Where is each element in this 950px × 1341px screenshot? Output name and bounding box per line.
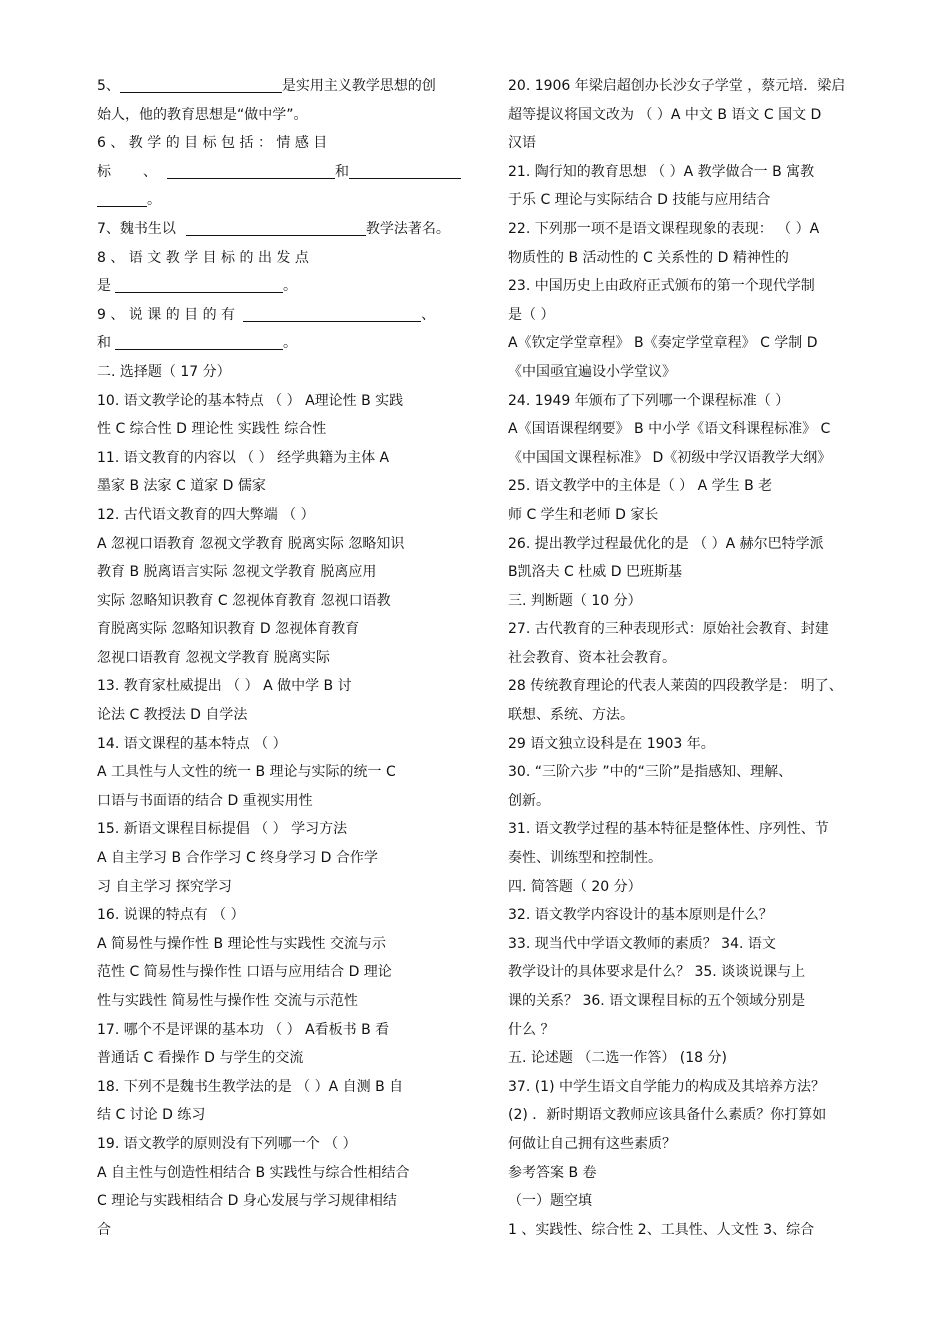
text-line: 什么 ？: [508, 1021, 555, 1038]
text-line: 19. 语文教学的原则没有下列哪一个 （ ）: [97, 1135, 357, 1152]
text-line: 10. 语文教学论的基本特点 （ ） A理论性 B 实践: [97, 392, 404, 409]
text-line: 29 语文独立设科是在 1903 年。: [508, 735, 715, 752]
text-line: 教学设计的具体要求是什么？ 35. 谈谈说课与上: [508, 964, 806, 981]
text-line: 11. 语文教育的内容以 （ ） 经学典籍为主体 A: [97, 449, 390, 466]
text-line: 37. (1) 中学生语文自学能力的构成及其培养方法？: [508, 1078, 825, 1095]
text-line: 汉语: [508, 135, 536, 152]
text-line: 《中国国文课程标准》 D《初级中学汉语教学大纲》: [508, 449, 832, 466]
text-line: 22. 下列那一项不是语文课程现象的表现： （ ）A: [508, 220, 820, 237]
text-line: 于乐 C 理论与实际结合 D 技能与应用结合: [508, 192, 771, 209]
text-line: 6 、 教 学 的 目 标 包 括 ： 情 感 目: [97, 135, 328, 152]
text-line: 超等提议将国文改为 （ ）A 中文 B 语文 C 国文 D: [508, 106, 822, 123]
text-line: 17. 哪个不是评课的基本功 （ ） A看板书 B 看: [97, 1021, 390, 1038]
text-line: 口语与书面语的结合 D 重视实用性: [97, 792, 313, 809]
text-line: 实际 忽略知识教育 C 忽视体育教育 忽视口语教: [97, 592, 391, 609]
left-column: [97, 72, 469, 1244]
text-line: 1 、实践性、综合性 2、工具性、人文性 3、综合: [508, 1221, 815, 1238]
text-line: 5、 是实用主义教学思想的创: [97, 78, 436, 94]
text-line: 15. 新语文课程目标提倡 （ ） 学习方法: [97, 821, 348, 838]
text-line: A 工具性与人文性的统一 B 理论与实际的统一 C: [97, 764, 396, 781]
text-line: 7、魏书生以 教学法著名。: [97, 220, 450, 237]
text-line: 墨家 B 法家 C 道家 D 儒家: [97, 478, 266, 495]
text-line: 24. 1949 年颁布了下列哪一个课程标准（ ）: [508, 392, 790, 409]
text-line: 18. 下列不是魏书生教学法的是 （ ）A 自测 B 自: [97, 1078, 404, 1095]
text-line: 习 自主学习 探究学习: [97, 878, 232, 895]
text-line: 二. 选择题（ 17 分）: [97, 363, 231, 380]
text-line: 社会教育、资本社会教育。: [508, 649, 676, 666]
text-line: 是（ ）: [508, 306, 555, 323]
text-line: 33. 现当代中学语文教师的素质？ 34. 语文: [508, 935, 776, 952]
text-line: 普通话 C 看操作 D 与学生的交流: [97, 1050, 304, 1067]
text-line: 标 、 和: [97, 158, 469, 187]
text-line: 师 C 学生和老师 D 家长: [508, 506, 659, 523]
text-line: 结 C 讨论 D 练习: [97, 1107, 206, 1124]
text-line: 四. 简答题（ 20 分）: [508, 878, 642, 895]
text-line: 性与实践性 简易性与操作性 交流与示范性: [97, 993, 358, 1009]
text-line: 创新。: [508, 792, 550, 809]
text-line: 育脱离实际 忽略知识教育 D 忽视体育教育: [97, 621, 360, 638]
text-line: 三. 判断题（ 10 分）: [508, 592, 642, 609]
text-line: 和 。: [97, 335, 297, 352]
text-line: 教育 B 脱离语言实际 忽视文学教育 脱离应用: [97, 564, 377, 581]
text-line: 23. 中国历史上由政府正式颁布的第一个现代学制: [508, 278, 815, 295]
text-line: 参考答案 B 卷: [508, 1164, 597, 1181]
right-column: [508, 72, 880, 1244]
text-line: A 忽视口语教育 忽视文学教育 脱离实际 忽略知识: [97, 535, 405, 552]
text-line: 8 、 语 文 教 学 目 标 的 出 发 点: [97, 249, 309, 266]
text-line: 物质性的 B 活动性的 C 关系性的 D 精神性的: [508, 249, 789, 266]
text-line: 始人，他的教育思想是“做中学”。: [97, 106, 308, 123]
text-line: 25. 语文教学中的主体是（ ） A 学生 B 老: [508, 478, 773, 495]
text-line: A《国语课程纲要》 B 中小学《语文科课程标准》 C: [508, 421, 831, 438]
text-line: 20. 1906 年梁启超创办长沙女子学堂 ，蔡元培．梁启: [508, 78, 846, 94]
text-line: 奏性、训练型和控制性。: [508, 850, 662, 867]
text-line: 课的关系？ 36. 语文课程目标的五个领域分别是: [508, 993, 806, 1009]
text-line: C 理论与实践相结合 D 身心发展与学习规律相结: [97, 1193, 397, 1210]
text-line: 16. 说课的特点有 （ ）: [97, 907, 245, 924]
text-line: 14. 语文课程的基本特点 （ ）: [97, 735, 287, 752]
text-line: 论法 C 教授法 D 自学法: [97, 707, 248, 724]
text-line: 。: [97, 186, 469, 215]
text-line: 30. “三阶六步 ”中的“三阶”是指感知、理解、: [508, 764, 793, 781]
text-line: 忽视口语教育 忽视文学教育 脱离实际: [97, 649, 330, 666]
text-line: （一）题空填: [508, 1193, 592, 1210]
text-line: A《钦定学堂章程》 B《奏定学堂章程》 C 学制 D: [508, 335, 818, 352]
text-line: 31. 语文教学过程的基本特征是整体性、序列性、节: [508, 821, 829, 838]
text-line: 13. 教育家杜威提出 （ ） A 做中学 B 讨: [97, 678, 352, 695]
text-line: 21. 陶行知的教育思想 （ ）A 教学做合一 B 寓教: [508, 163, 815, 180]
text-line: (2) ．新时期语文教师应该具备什么素质？你打算如: [508, 1107, 827, 1124]
text-line: 范性 C 简易性与操作性 口语与应用结合 D 理论: [97, 964, 392, 981]
text-line: A 自主性与创造性相结合 B 实践性与综合性相结合: [97, 1164, 410, 1181]
text-line: 性 C 综合性 D 理论性 实践性 综合性: [97, 421, 327, 438]
text-line: 何做让自己拥有这些素质？: [508, 1135, 676, 1152]
text-line: 26. 提出教学过程最优化的是 （ ）A 赫尔巴特学派: [508, 535, 824, 552]
text-line: 《中国亟宜遍设小学堂议》: [508, 363, 676, 380]
text-line: B凯洛夫 C 杜威 D 巴班斯基: [508, 564, 682, 581]
text-line: 12. 古代语文教育的四大弊端 （ ）: [97, 506, 315, 523]
text-line: 联想、系统、方法。: [508, 707, 634, 724]
text-line: 是 。: [97, 278, 297, 295]
text-line: 9 、 说 课 的 目 的 有 、: [97, 306, 436, 323]
text-line: 五. 论述题 （二选一作答） (18 分): [508, 1050, 727, 1067]
text-line: 27. 古代教育的三种表现形式：原始社会教育、封建: [508, 621, 829, 638]
text-line: A 简易性与操作性 B 理论性与实践性 交流与示: [97, 935, 386, 952]
text-line: 32. 语文教学内容设计的基本原则是什么？: [508, 907, 773, 924]
text-line: A 自主学习 B 合作学习 C 终身学习 D 合作学: [97, 850, 378, 867]
text-line: 合: [97, 1221, 111, 1238]
text-line: 28 传统教育理论的代表人莱茵的四段教学是： 明了、: [508, 678, 843, 695]
